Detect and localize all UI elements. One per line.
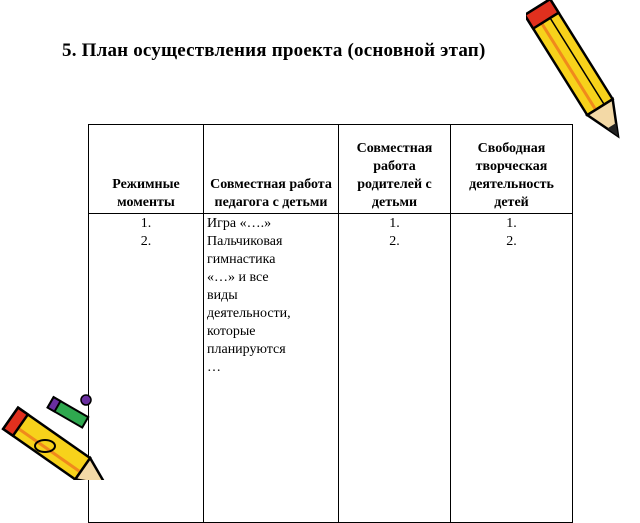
slide-title: 5. План осуществления проекта (основной этап) — [62, 40, 486, 61]
cell-parents-children — [339, 214, 451, 523]
cell-line: деятельности, — [207, 306, 291, 321]
cell-line: 1. — [506, 216, 517, 231]
cell-line: 1. — [389, 216, 400, 231]
cell-line: … — [207, 360, 221, 375]
cell-line: планируются — [207, 342, 286, 357]
cell-line: 2. — [140, 234, 152, 249]
cell-line: гимнастика — [207, 252, 276, 267]
cell-line: Игра «….» — [207, 216, 272, 231]
header-free-creative: Свободная творческая деятельность детей — [451, 125, 573, 214]
pencil-icon-top-right — [526, 0, 640, 160]
project-plan-table — [88, 124, 573, 523]
table-header-row — [89, 125, 573, 214]
header-parents-children: Совместная работа родителей с детьми — [339, 125, 451, 214]
cell-line: которые — [207, 324, 256, 339]
cell-free-creative — [451, 214, 573, 523]
header-routine-moments: Режимные моменты — [89, 125, 204, 214]
cell-teacher-children — [204, 214, 339, 523]
cell-line: виды — [207, 288, 238, 303]
cell-line: 2. — [506, 234, 517, 249]
cell-line: Пальчиковая — [207, 234, 283, 249]
cell-line: 2. — [389, 234, 400, 249]
header-teacher-children: Совместная работа педагога с детьми — [204, 125, 339, 214]
table-row — [89, 214, 573, 523]
cell-line: «…» и все — [207, 270, 269, 285]
pencil-icon-bottom-left-small — [36, 386, 106, 440]
cell-line: 1. — [140, 216, 152, 231]
